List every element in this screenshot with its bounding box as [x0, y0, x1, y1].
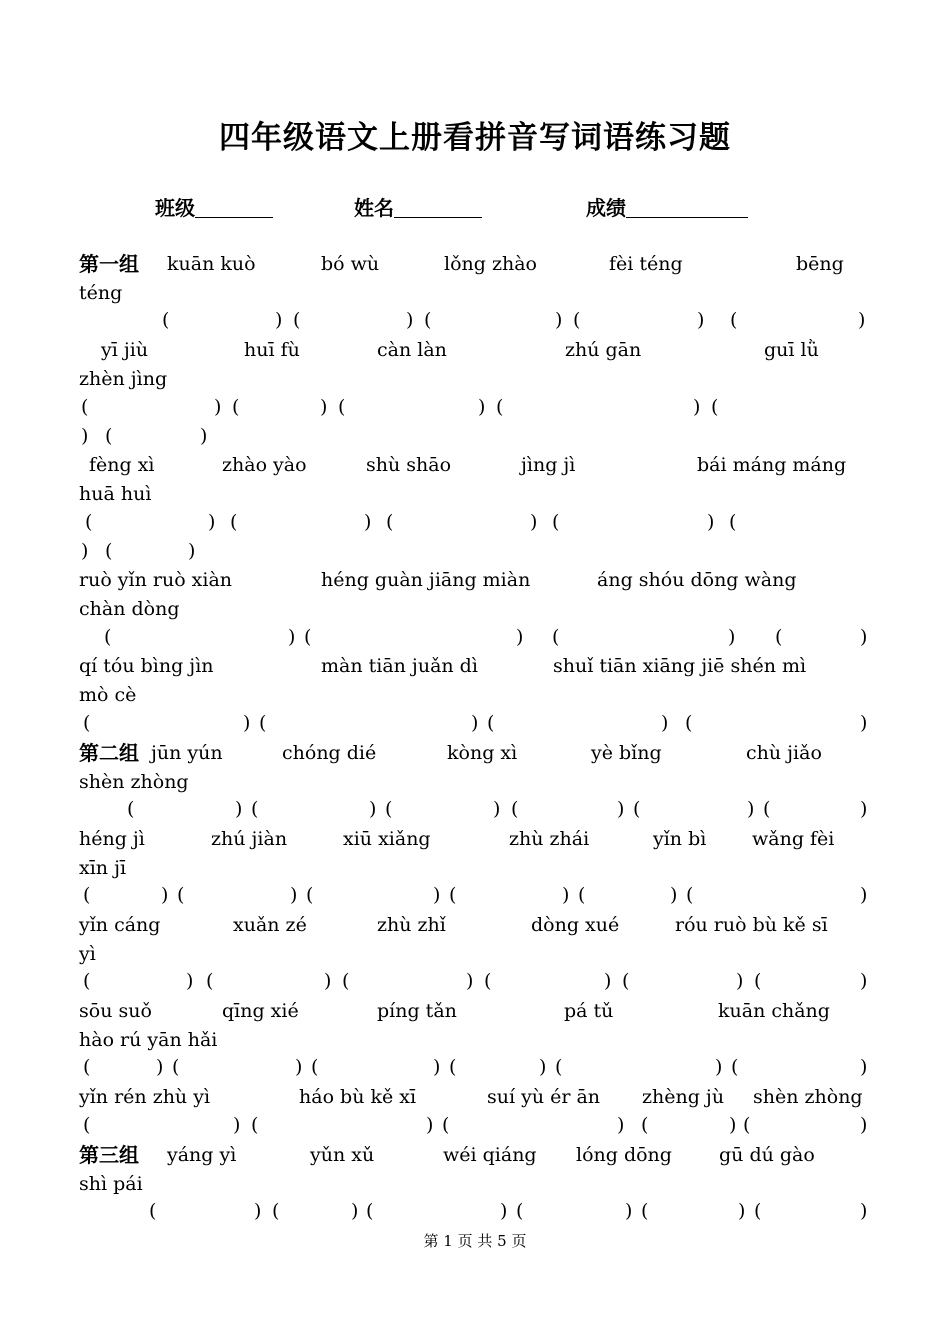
group-label: 第一组: [79, 252, 139, 276]
answer-open-paren: (: [449, 884, 457, 906]
exercise-line: [0, 566, 950, 594]
answer-open-paren: (: [230, 511, 238, 533]
exercise-line: [0, 279, 950, 307]
answer-close-paren: ): [860, 884, 868, 906]
pinyin-item: zhèng jù: [642, 1086, 725, 1108]
answer-close-paren: ): [697, 309, 705, 331]
answer-open-paren: (: [573, 309, 581, 331]
pinyin-item: yī jiù: [101, 339, 149, 361]
answer-open-paren: (: [385, 798, 393, 820]
answer-open-paren: (: [251, 798, 259, 820]
answer-close-paren: ): [715, 1056, 723, 1078]
pinyin-item: yǔn xǔ: [310, 1144, 375, 1166]
answer-close-paren: ): [729, 1114, 737, 1136]
exercise-line: [0, 508, 950, 536]
exercise-line: [0, 537, 950, 565]
exercise-line: [0, 681, 950, 709]
answer-open-paren: (: [127, 798, 135, 820]
pinyin-item: bó wù: [321, 253, 380, 275]
exercise-line: [0, 1026, 950, 1054]
pinyin-item: sōu suǒ: [79, 1000, 152, 1022]
answer-close-paren: ): [860, 712, 868, 734]
answer-close-paren: ): [738, 1200, 746, 1222]
answer-close-paren: ): [433, 1056, 441, 1078]
pinyin-item: héng guàn jiāng miàn: [321, 569, 531, 591]
answer-open-paren: (: [83, 712, 91, 734]
score-label: 成绩: [586, 196, 626, 220]
pinyin-item: zhù zhái: [509, 828, 590, 850]
pinyin-item: zhú jiàn: [211, 828, 288, 850]
answer-close-paren: ): [320, 396, 328, 418]
answer-open-paren: (: [172, 1056, 180, 1078]
answer-close-paren: ): [406, 309, 414, 331]
pinyin-item: lóng dōng: [576, 1144, 672, 1166]
answer-open-paren: (: [366, 1200, 374, 1222]
pinyin-item: fèng xì: [89, 454, 155, 476]
pinyin-item: càn làn: [377, 339, 447, 361]
answer-open-paren: (: [622, 970, 630, 992]
answer-open-paren: (: [775, 626, 783, 648]
answer-open-paren: (: [685, 712, 693, 734]
answer-open-paren: (: [83, 884, 91, 906]
pinyin-item: mò cè: [79, 684, 137, 706]
exercise-line: [0, 911, 950, 939]
pinyin-item: qí tóu bìng jìn: [79, 655, 214, 677]
answer-open-paren: (: [85, 511, 93, 533]
answer-close-paren: ): [539, 1056, 547, 1078]
exercise-line: [0, 306, 950, 334]
answer-close-paren: ): [860, 1056, 868, 1078]
answer-close-paren: ): [858, 309, 866, 331]
answer-close-paren: ): [617, 798, 625, 820]
answer-open-paren: (: [731, 1056, 739, 1078]
pinyin-item: chàn dòng: [79, 598, 180, 620]
answer-open-paren: (: [83, 1114, 91, 1136]
answer-open-paren: (: [754, 1200, 762, 1222]
answer-open-paren: (: [232, 396, 240, 418]
answer-open-paren: (: [306, 884, 314, 906]
score-blank: [626, 197, 748, 218]
answer-open-paren: (: [83, 1056, 91, 1078]
pinyin-item: wǎng fèi: [752, 828, 835, 850]
exercise-line: [0, 1083, 950, 1111]
exercise-line: [0, 393, 950, 421]
pinyin-item: zhù zhǐ: [377, 914, 446, 936]
class-field: [155, 192, 273, 221]
answer-close-paren: ): [81, 540, 89, 562]
pinyin-item: bái máng máng: [697, 454, 847, 476]
pinyin-item: shèn zhòng: [753, 1086, 863, 1108]
answer-close-paren: ): [478, 396, 486, 418]
answer-close-paren: ): [661, 712, 669, 734]
answer-close-paren: ): [466, 970, 474, 992]
pinyin-item: téng: [79, 282, 123, 304]
exercise-line: [0, 967, 950, 995]
answer-open-paren: (: [206, 970, 214, 992]
answer-close-paren: ): [426, 1114, 434, 1136]
pinyin-item: yì: [79, 943, 96, 965]
pinyin-item: kòng xì: [447, 742, 518, 764]
pinyin-item: huā huì: [79, 483, 152, 505]
answer-close-paren: ): [562, 884, 570, 906]
answer-close-paren: ): [243, 712, 251, 734]
answer-open-paren: (: [442, 1114, 450, 1136]
exercise-line: [0, 795, 950, 823]
answer-open-paren: (: [105, 425, 113, 447]
pinyin-item: màn tiān juǎn dì: [321, 655, 478, 677]
answer-open-paren: (: [711, 396, 719, 418]
answer-close-paren: ): [364, 511, 372, 533]
pinyin-item: xiū xiǎng: [343, 828, 431, 850]
answer-open-paren: (: [104, 626, 112, 648]
score-field: [586, 192, 748, 221]
pinyin-item: xuǎn zé: [233, 914, 307, 936]
answer-open-paren: (: [578, 884, 586, 906]
answer-open-paren: (: [338, 396, 346, 418]
pinyin-item: yáng yì: [167, 1144, 237, 1166]
pinyin-item: bēng: [796, 253, 844, 275]
exercise-line: [0, 881, 950, 909]
class-label: 班级: [155, 196, 195, 220]
answer-close-paren: ): [860, 1200, 868, 1222]
pinyin-item: jūn yún: [151, 742, 223, 764]
pinyin-item: yǐn cáng: [79, 914, 161, 936]
pinyin-item: dòng xué: [531, 914, 620, 936]
pinyin-item: kuān kuò: [167, 253, 256, 275]
exercise-line: [0, 739, 950, 767]
answer-close-paren: ): [471, 712, 479, 734]
answer-close-paren: ): [186, 970, 194, 992]
exercise-line: [0, 940, 950, 968]
pinyin-item: yè bǐng: [591, 742, 662, 764]
exercise-line: [0, 768, 950, 796]
answer-open-paren: (: [272, 1200, 280, 1222]
answer-close-paren: ): [604, 970, 612, 992]
pinyin-item: shù shāo: [366, 454, 452, 476]
answer-open-paren: (: [484, 970, 492, 992]
answer-open-paren: (: [754, 970, 762, 992]
pinyin-item: yǐn bì: [653, 828, 707, 850]
answer-close-paren: ): [275, 309, 283, 331]
pinyin-item: róu ruò bù kě sī: [675, 914, 828, 936]
pinyin-item: zhèn jìng: [79, 368, 168, 390]
exercise-line: [0, 365, 950, 393]
class-blank: [195, 197, 273, 218]
exercise-line: [0, 1111, 950, 1139]
answer-close-paren: ): [625, 1200, 633, 1222]
answer-open-paren: (: [83, 970, 91, 992]
answer-close-paren: ): [214, 396, 222, 418]
exercise-line: [0, 709, 950, 737]
exercise-line: [0, 336, 950, 364]
pinyin-item: chóng dié: [282, 742, 377, 764]
answer-close-paren: ): [530, 511, 538, 533]
answer-open-paren: (: [162, 309, 170, 331]
answer-open-paren: (: [259, 712, 267, 734]
answer-close-paren: ): [254, 1200, 262, 1222]
answer-open-paren: (: [633, 798, 641, 820]
answer-close-paren: ): [707, 511, 715, 533]
answer-open-paren: (: [511, 798, 519, 820]
answer-close-paren: ): [156, 1056, 164, 1078]
pinyin-item: fèi téng: [609, 253, 683, 275]
answer-close-paren: ): [860, 970, 868, 992]
answer-close-paren: ): [351, 1200, 359, 1222]
name-field: [354, 192, 482, 221]
group-label: 第二组: [79, 741, 139, 765]
exercise-line: [0, 825, 950, 853]
answer-open-paren: (: [729, 511, 737, 533]
answer-close-paren: ): [235, 798, 243, 820]
answer-open-paren: (: [449, 1056, 457, 1078]
group-label: 第三组: [79, 1143, 139, 1167]
answer-close-paren: ): [369, 798, 377, 820]
exercise-line: [0, 1053, 950, 1081]
exercise-line: [0, 1141, 950, 1169]
exercise-line: [0, 997, 950, 1025]
pinyin-item: hào rú yān hǎi: [79, 1029, 218, 1051]
answer-open-paren: (: [487, 712, 495, 734]
answer-close-paren: ): [728, 626, 736, 648]
answer-open-paren: (: [342, 970, 350, 992]
answer-open-paren: (: [149, 1200, 157, 1222]
answer-close-paren: ): [290, 884, 298, 906]
answer-close-paren: ): [493, 798, 501, 820]
exercise-line: [0, 480, 950, 508]
answer-open-paren: (: [304, 626, 312, 648]
pinyin-item: ruò yǐn ruò xiàn: [79, 569, 233, 591]
pinyin-item: shèn zhòng: [79, 771, 189, 793]
answer-open-paren: (: [555, 1056, 563, 1078]
answer-close-paren: ): [433, 884, 441, 906]
answer-close-paren: ): [516, 626, 524, 648]
answer-open-paren: (: [763, 798, 771, 820]
pinyin-item: áng shóu dōng wàng: [597, 569, 797, 591]
answer-open-paren: (: [177, 884, 185, 906]
exercise-line: [0, 595, 950, 623]
pinyin-item: zhào yào: [222, 454, 307, 476]
answer-close-paren: ): [860, 626, 868, 648]
pinyin-item: jìng jì: [521, 454, 576, 476]
answer-open-paren: (: [552, 626, 560, 648]
pinyin-item: qīng xié: [222, 1000, 299, 1022]
pinyin-item: zhú gān: [565, 339, 642, 361]
exercise-line: [0, 451, 950, 479]
exercise-line: [0, 854, 950, 882]
pinyin-item: lǒng zhào: [444, 253, 537, 275]
exercise-line: [0, 623, 950, 651]
pinyin-item: háo bù kě xī: [299, 1086, 417, 1108]
answer-close-paren: ): [233, 1114, 241, 1136]
exercise-line: [0, 1197, 950, 1225]
answer-close-paren: ): [617, 1114, 625, 1136]
answer-close-paren: ): [860, 798, 868, 820]
answer-open-paren: (: [743, 1114, 751, 1136]
answer-open-paren: (: [496, 396, 504, 418]
page-footer: 第 1 页 共 5 页: [423, 1232, 527, 1250]
answer-open-paren: (: [641, 1200, 649, 1222]
name-label: 姓名: [354, 196, 394, 220]
exercise-line: [0, 652, 950, 680]
answer-close-paren: ): [188, 540, 196, 562]
pinyin-item: pá tǔ: [564, 1000, 614, 1022]
pinyin-item: suí yù ér ān: [487, 1086, 601, 1108]
name-blank: [394, 197, 482, 218]
answer-open-paren: (: [81, 396, 89, 418]
answer-open-paren: (: [293, 309, 301, 331]
exercise-line: [0, 422, 950, 450]
answer-close-paren: ): [670, 884, 678, 906]
pinyin-item: gū dú gào: [719, 1144, 815, 1166]
answer-close-paren: ): [295, 1056, 303, 1078]
pinyin-item: shì pái: [79, 1173, 143, 1195]
pinyin-item: píng tǎn: [377, 1000, 457, 1022]
answer-open-paren: (: [730, 309, 738, 331]
pinyin-item: chù jiǎo: [746, 742, 822, 764]
answer-close-paren: ): [200, 425, 208, 447]
pinyin-item: guī lǜ: [764, 339, 819, 361]
answer-close-paren: ): [324, 970, 332, 992]
pinyin-item: wéi qiáng: [443, 1144, 537, 1166]
answer-open-paren: (: [105, 540, 113, 562]
answer-open-paren: (: [311, 1056, 319, 1078]
answer-open-paren: (: [424, 309, 432, 331]
pinyin-item: héng jì: [79, 828, 145, 850]
page-title: 四年级语文上册看拼音写词语练习题: [219, 120, 731, 156]
answer-close-paren: ): [161, 884, 169, 906]
answer-open-paren: (: [552, 511, 560, 533]
exercise-line: [0, 1170, 950, 1198]
exercise-line: [0, 250, 950, 278]
answer-close-paren: ): [747, 798, 755, 820]
answer-close-paren: ): [81, 425, 89, 447]
pinyin-item: shuǐ tiān xiāng jiē shén mì: [553, 655, 807, 677]
pinyin-item: kuān chǎng: [718, 1000, 830, 1022]
answer-close-paren: ): [500, 1200, 508, 1222]
answer-close-paren: ): [693, 396, 701, 418]
answer-close-paren: ): [736, 970, 744, 992]
answer-close-paren: ): [288, 626, 296, 648]
pinyin-item: xīn jī: [79, 857, 127, 879]
answer-open-paren: (: [516, 1200, 524, 1222]
answer-open-paren: (: [386, 511, 394, 533]
pinyin-item: yǐn rén zhù yì: [79, 1086, 211, 1108]
answer-close-paren: ): [555, 309, 563, 331]
answer-close-paren: ): [860, 1114, 868, 1136]
answer-close-paren: ): [208, 511, 216, 533]
answer-open-paren: (: [686, 884, 694, 906]
pinyin-item: huī fù: [244, 339, 300, 361]
answer-open-paren: (: [641, 1114, 649, 1136]
answer-open-paren: (: [251, 1114, 259, 1136]
